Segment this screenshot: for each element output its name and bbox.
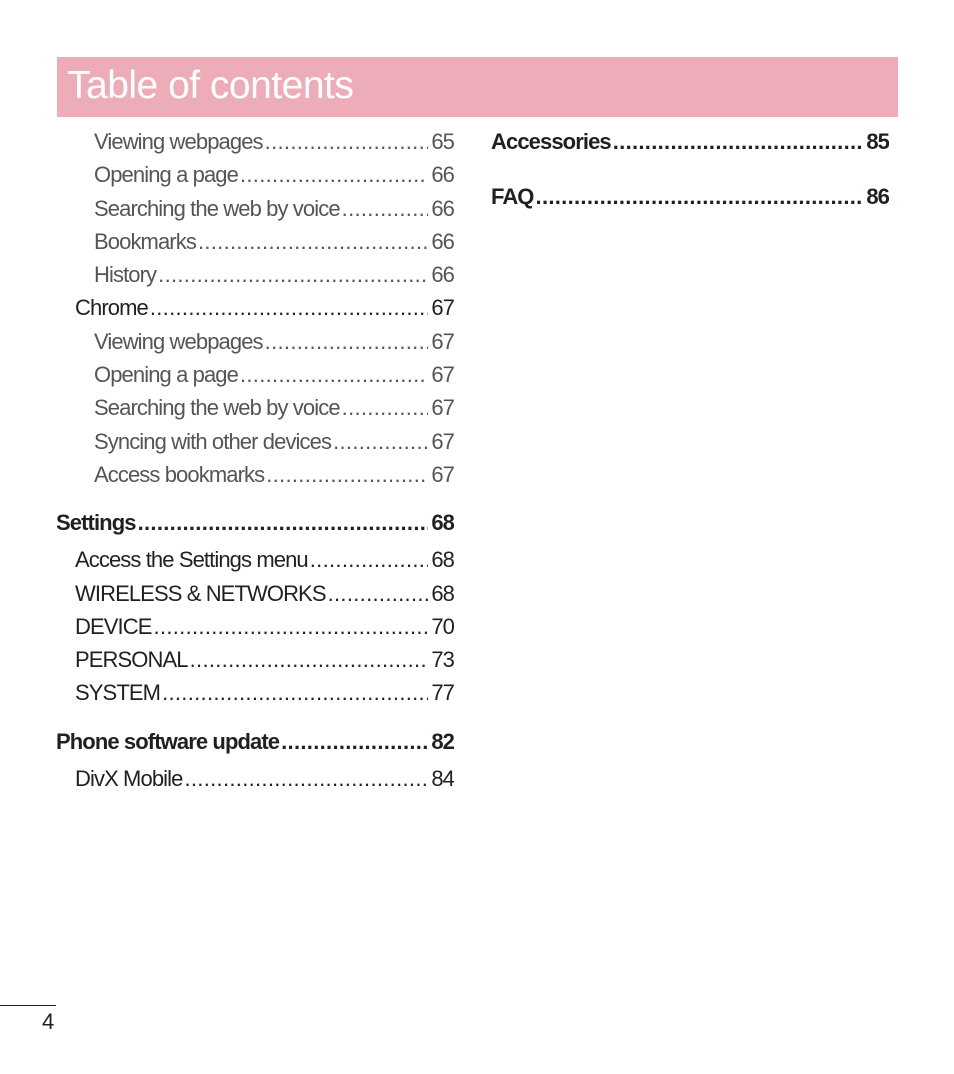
dot-leader bbox=[162, 676, 428, 709]
toc-entry-page: 66 bbox=[431, 162, 454, 188]
page-title: Table of contents bbox=[67, 64, 354, 107]
toc-section-entry[interactable] bbox=[56, 503, 454, 543]
dot-leader bbox=[536, 180, 864, 213]
toc-entry-label: Viewing webpages bbox=[94, 328, 263, 354]
dot-leader bbox=[138, 503, 429, 543]
toc-entry-page: 85 bbox=[866, 129, 889, 154]
toc-entry-page: 66 bbox=[431, 195, 454, 221]
toc-entry-page: 82 bbox=[431, 728, 454, 754]
toc-entry-label: FAQ bbox=[491, 184, 534, 209]
dot-leader bbox=[240, 158, 428, 191]
toc-entry-page: 67 bbox=[431, 428, 454, 454]
toc-entry-label: Settings bbox=[56, 510, 136, 536]
toc-entry[interactable] bbox=[94, 358, 454, 391]
dot-leader bbox=[310, 543, 429, 576]
toc-entry-page: 67 bbox=[431, 395, 454, 421]
toc-entry[interactable] bbox=[75, 577, 454, 610]
dot-leader bbox=[333, 425, 428, 458]
dot-leader bbox=[266, 458, 428, 491]
toc-entry-label: WIRELESS & NETWORKS bbox=[75, 580, 326, 606]
dot-leader bbox=[281, 722, 428, 762]
toc-entry-page: 73 bbox=[431, 647, 454, 673]
dot-leader bbox=[328, 577, 429, 610]
dot-leader bbox=[265, 125, 429, 158]
toc-entry-label: Syncing with other devices bbox=[94, 428, 332, 454]
toc-entry-label: Chrome bbox=[75, 295, 148, 321]
toc-entry-page: 67 bbox=[431, 461, 454, 487]
toc-entry-label: Opening a page bbox=[94, 362, 238, 388]
toc-entry-label: DEVICE bbox=[75, 613, 152, 639]
toc-entry-label: History bbox=[94, 262, 157, 288]
dot-leader bbox=[154, 610, 429, 643]
toc-entry[interactable] bbox=[75, 291, 454, 324]
toc-entry-label: Searching the web by voice bbox=[94, 395, 340, 421]
toc-header-banner bbox=[57, 57, 898, 117]
toc-entry[interactable] bbox=[75, 762, 454, 795]
toc-section-entry[interactable] bbox=[491, 180, 889, 213]
toc-entry-label: DivX Mobile bbox=[75, 765, 183, 791]
toc-entry-page: 65 bbox=[431, 129, 454, 154]
dot-leader bbox=[342, 192, 429, 225]
toc-entry-label: SYSTEM bbox=[75, 680, 161, 706]
toc-entry-label: Accessories bbox=[491, 129, 611, 154]
toc-entry-label: Searching the web by voice bbox=[94, 195, 340, 221]
toc-left-column bbox=[56, 125, 454, 795]
toc-entry-label: Viewing webpages bbox=[94, 129, 263, 154]
dot-leader bbox=[158, 258, 428, 291]
toc-entry-label: Access the Settings menu bbox=[75, 547, 308, 573]
toc-entry-page: 68 bbox=[431, 510, 454, 536]
toc-section-entry[interactable] bbox=[491, 125, 889, 158]
toc-entry-page: 67 bbox=[431, 362, 454, 388]
toc-right-column bbox=[491, 125, 889, 213]
toc-entry[interactable] bbox=[94, 225, 454, 258]
toc-entry[interactable] bbox=[94, 325, 454, 358]
toc-entry[interactable] bbox=[94, 258, 454, 291]
dot-leader bbox=[150, 291, 428, 324]
toc-entry-label: Phone software update bbox=[56, 728, 280, 754]
toc-entry[interactable] bbox=[75, 543, 454, 576]
toc-entry-page: 66 bbox=[431, 262, 454, 288]
toc-entry-label: Opening a page bbox=[94, 162, 238, 188]
toc-entry[interactable] bbox=[75, 610, 454, 643]
toc-entry-page: 67 bbox=[431, 295, 454, 321]
toc-entry-page: 84 bbox=[431, 765, 454, 791]
dot-leader bbox=[184, 762, 428, 795]
toc-entry-page: 67 bbox=[431, 328, 454, 354]
toc-entry-page: 77 bbox=[431, 680, 454, 706]
dot-leader bbox=[342, 391, 429, 424]
toc-entry[interactable] bbox=[94, 458, 454, 491]
toc-entry-label: Access bookmarks bbox=[94, 461, 265, 487]
toc-entry-page: 86 bbox=[866, 184, 889, 209]
toc-entry-page: 68 bbox=[431, 547, 454, 573]
dot-leader bbox=[613, 125, 864, 158]
toc-entry[interactable] bbox=[94, 425, 454, 458]
footer-divider bbox=[0, 1005, 56, 1006]
toc-entry[interactable] bbox=[75, 643, 454, 676]
toc-entry-page: 68 bbox=[431, 580, 454, 606]
toc-entry[interactable] bbox=[94, 391, 454, 424]
toc-entry[interactable] bbox=[75, 676, 454, 709]
page-number: 4 bbox=[42, 1009, 55, 1034]
toc-entry[interactable] bbox=[94, 125, 454, 158]
toc-entry-label: Bookmarks bbox=[94, 228, 196, 254]
toc-entry-label: PERSONAL bbox=[75, 647, 188, 673]
toc-entry[interactable] bbox=[94, 192, 454, 225]
dot-leader bbox=[240, 358, 428, 391]
dot-leader bbox=[198, 225, 428, 258]
toc-entry-page: 70 bbox=[431, 613, 454, 639]
dot-leader bbox=[190, 643, 429, 676]
toc-section-entry[interactable] bbox=[56, 722, 454, 762]
toc-entry[interactable] bbox=[94, 158, 454, 191]
dot-leader bbox=[265, 325, 429, 358]
toc-entry-page: 66 bbox=[431, 228, 454, 254]
